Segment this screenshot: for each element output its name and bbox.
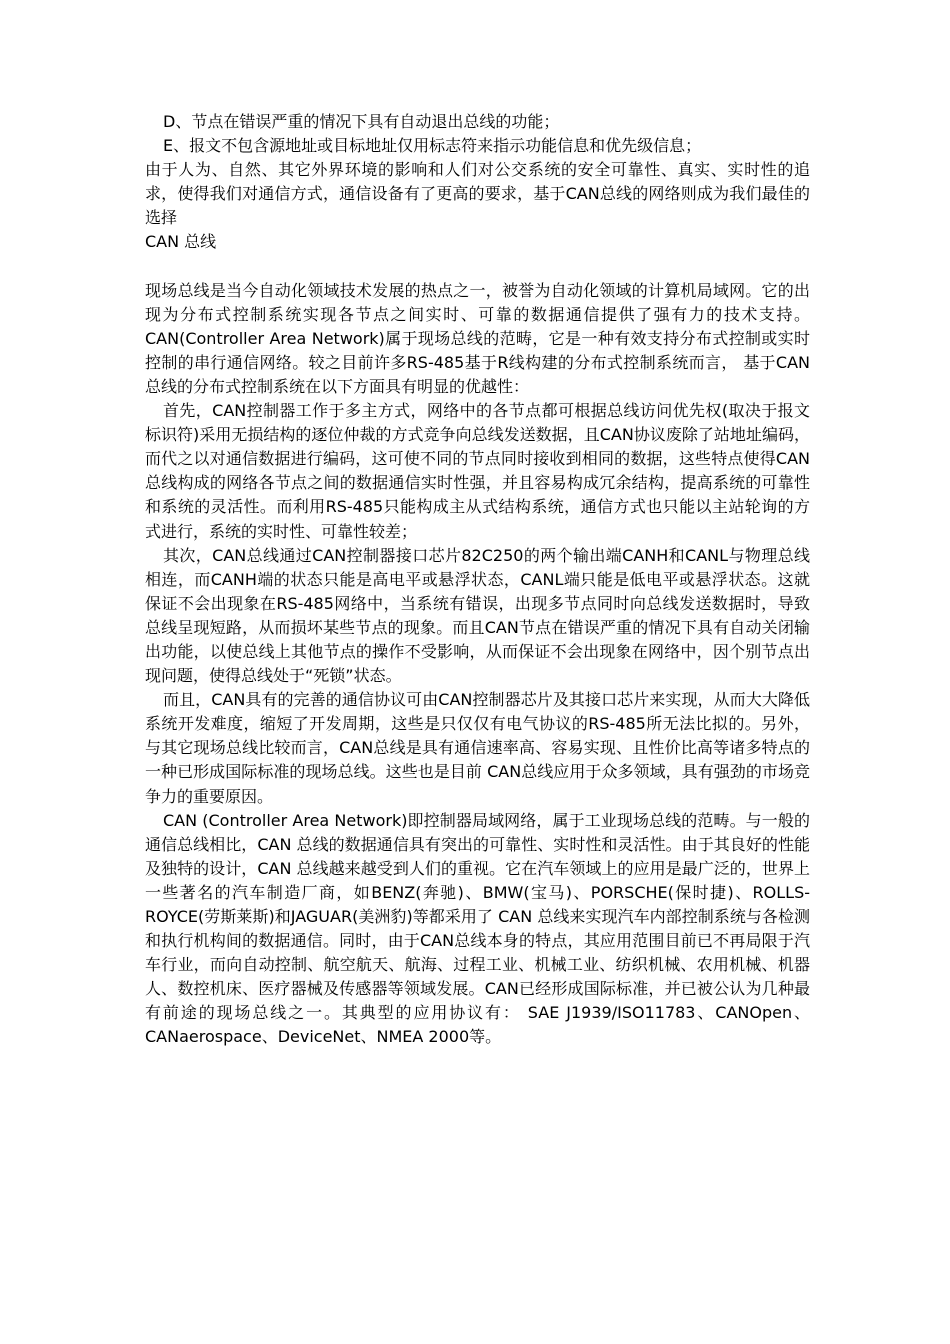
paragraph-motivation: 由于人为、自然、其它外界环境的影响和人们对公交系统的安全可靠性、真实、实时性的追求，使得我们对通信方式，通信设备有了更高的要求，基于CAN总线的网络则成为我们最佳的选择 [145,160,810,228]
paragraph-item-e: E、报文不包含源地址或目标地址仅用标志符来指示功能信息和优先级信息； [163,136,702,156]
section-heading: CAN 总线 [145,232,217,252]
paragraph-item-d: D、节点在错误严重的情况下具有自动退出总线的功能； [163,112,560,131]
paragraph-overview: CAN (Controller Area Network)即控制器局域网络，属于工业现场总线的范畴。与一般的通信总线相比，CAN 总线的数据通信具有突出的可靠性、实时性和灵活性。由于其良好的性能及独特的设计，CAN 总线越来越受到人们的重视。它在汽车领域上的应用是最广泛的，世界上一些著名的汽车制造厂商，如BENZ(奔驰)、BMW(宝马)、PORSCHE(保时捷)、ROLLS-ROYCE(劳斯莱斯)和JAGUAR(美洲豹)等都采用了 CAN 总线来实现汽车内部控制系统与各检测和执行机构间的数据通信。同时，由于CAN总线本身的特点，其应用范围目前已不再局限于汽车行业，而向自动控制、航空航天、航海、过程工业、机械工业、纺织机械、农用机械、机器人、数控机床、医疗器械及传感器等领域发展。CAN已经形成国际标准，并已被公认为几种最有前途的现场总线之一。其典型的应用协议有： SAE J1939/ISO11783、CANOpen、CANaerospace、DeviceNet、NMEA 2000等。 [145,810,810,1047]
paragraph-first: 首先，CAN控制器工作于多主方式，网络中的各节点都可根据总线访问优先权(取决于报文标识符)采用无损结构的逐位仲裁的方式竞争向总线发送数据，且CAN协议废除了站地址编码，而代之以对通信数据进行编码，这可使不同的节点同时接收到相同的数据，这些特点使得CAN总线构成的网络各节点之间的数据通信实时性强，并且容易构成冗余结构，提高系统的可靠性和系统的灵活性。而利用RS-485只能构成主从式结构系统，通信方式也只能以主站轮询的方式进行，系统的实时性、可靠性较差； [145,401,810,541]
document-page [145,110,810,1050]
paragraph-third: 而且，CAN具有的完善的通信协议可由CAN控制器芯片及其接口芯片来实现，从而大大降低系统开发难度，缩短了开发周期，这些是只仅仅有电气协议的RS-485所无法比拟的。另外，与其它现场总线比较而言，CAN总线是具有通信速率高、容易实现、且性价比高等诸多特点的一种已形成国际标准的现场总线。这些也是目前 CAN总线应用于众多领域，具有强劲的市场竞争力的重要原因。 [145,690,810,806]
paragraph-intro: 现场总线是当今自动化领域技术发展的热点之一，被誉为自动化领域的计算机局域网。它的出现为分布式控制系统实现各节点之间实时、可靠的数据通信提供了强有力的技术支持。CAN(Controller Area Network)属于现场总线的范畴，它是一种有效支持分布式控制或实时控制的串行通信网络。较之目前许多RS-485基于R线构建的分布式控制系统而言， 基于CAN总线的分布式控制系统在以下方面具有明显的优越性： [145,280,810,396]
blank-line [145,255,810,279]
paragraph-second: 其次，CAN总线通过CAN控制器接口芯片82C250的两个输出端CANH和CANL与物理总线相连，而CANH端的状态只能是高电平或悬浮状态，CANL端只能是低电平或悬浮状态。这就保证不会出现象在RS-485网络中，当系统有错误，出现多节点同时向总线发送数据时，导致总线呈现短路，从而损坏某些节点的现象。而且CAN节点在错误严重的情况下具有自动关闭输出功能，以使总线上其他节点的操作不受影响，从而保证不会出现象在网络中，因个别节点出现问题，使得总线处于“死锁”状态。 [145,545,810,686]
